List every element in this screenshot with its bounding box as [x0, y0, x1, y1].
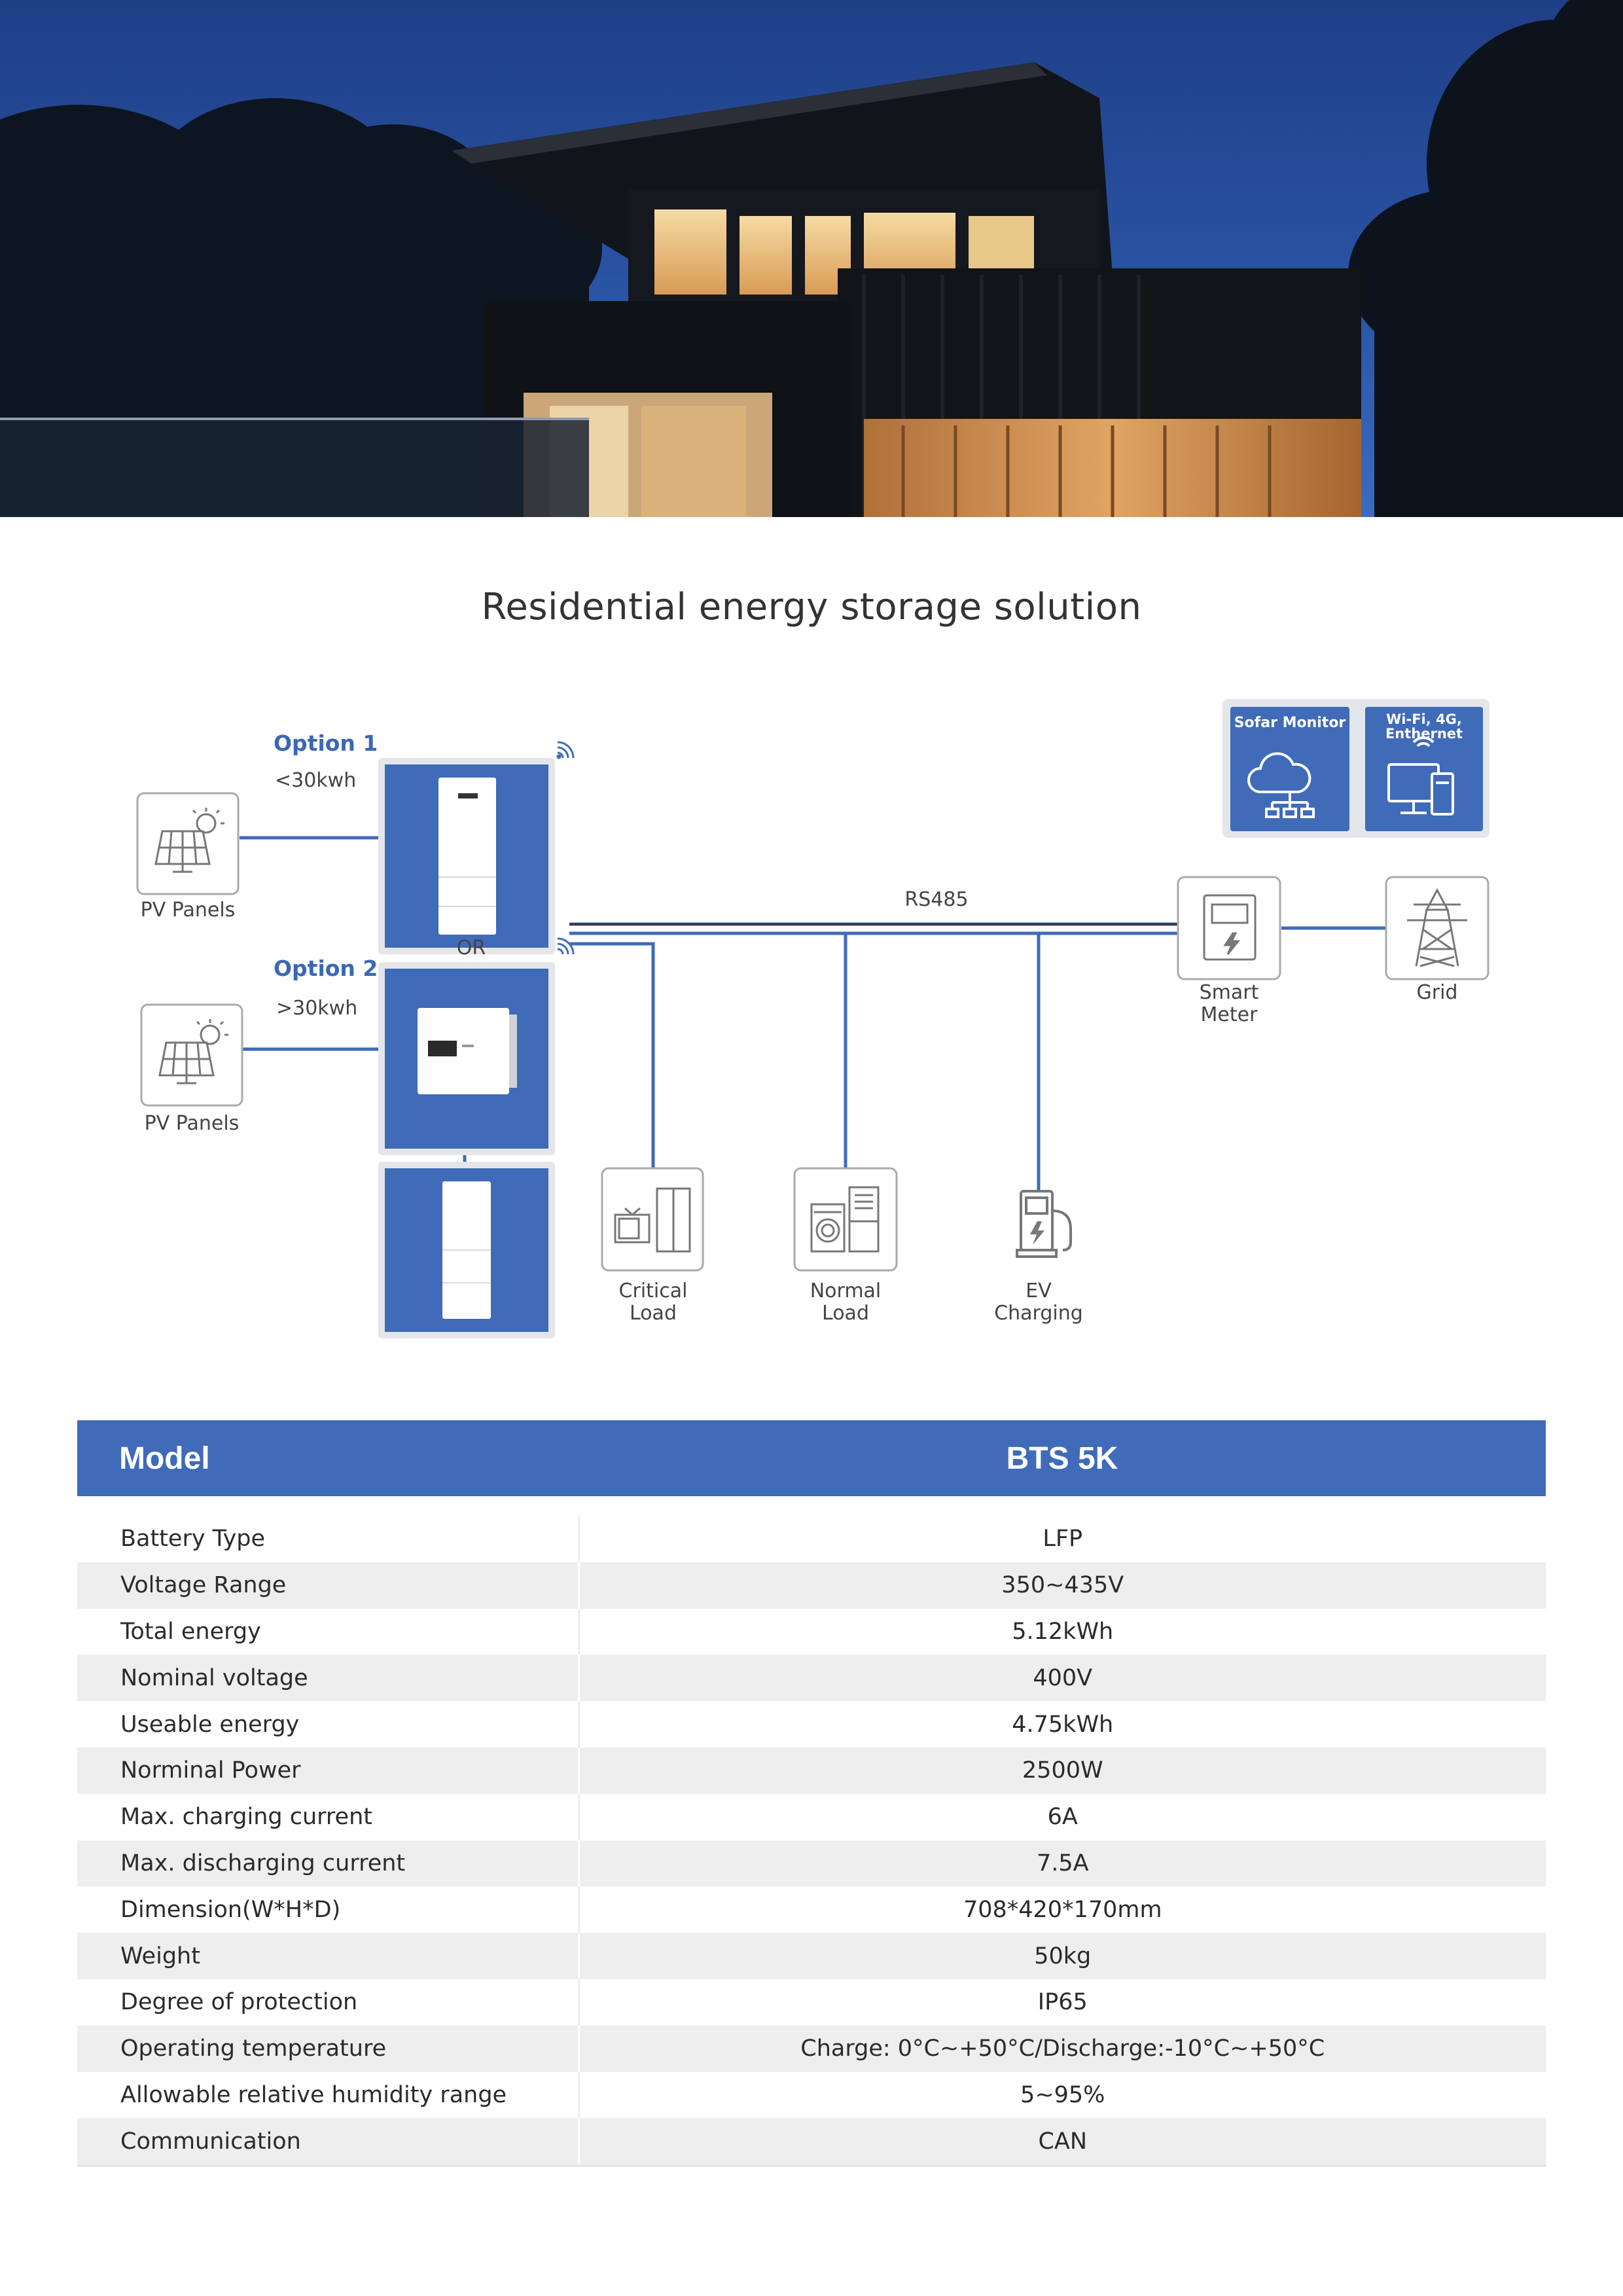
normal-load-line-2: Load — [822, 1302, 869, 1325]
table-row — [77, 1748, 1546, 1794]
or-label: OR — [456, 937, 486, 960]
spec-label: Dimension(W*H*D) — [77, 1886, 579, 1933]
sofar-monitor-label: Sofar Monitor — [1234, 715, 1346, 731]
connectivity-label — [1365, 712, 1483, 741]
critical-load-line-1: Critical — [618, 1280, 688, 1302]
option2-label: Option 2 — [274, 956, 378, 981]
connectivity-line-2: Enthernet — [1385, 726, 1463, 742]
smart-meter-label — [1171, 982, 1287, 1026]
option1-label: Option 1 — [274, 730, 378, 756]
spec-value: 400V — [579, 1655, 1546, 1701]
table-row — [77, 1886, 1546, 1933]
spec-table-header — [77, 1420, 1546, 1496]
spec-label: Total energy — [77, 1609, 579, 1655]
table-row — [77, 1840, 1546, 1887]
model-header: Model — [77, 1420, 579, 1496]
critical-load-icon — [602, 1168, 703, 1270]
spec-label: Communication — [77, 2118, 579, 2166]
smart-meter-line-1: Smart — [1199, 981, 1259, 1004]
spec-value: IP65 — [579, 1979, 1546, 2026]
spec-value: CAN — [579, 2118, 1546, 2166]
spec-label: Useable energy — [77, 1701, 579, 1748]
system-diagram — [0, 674, 1623, 1368]
normal-load-line-1: Normal — [810, 1280, 882, 1302]
table-row — [77, 2072, 1546, 2119]
spec-label: Max. discharging current — [77, 1840, 579, 1887]
spec-value: Charge: 0°C~+50°C/Discharge:-10°C~+50°C — [579, 2026, 1546, 2072]
smart-meter-line-2: Meter — [1200, 1003, 1258, 1026]
spec-label: Max. charging current — [77, 1794, 579, 1840]
spec-value: 4.75kWh — [579, 1701, 1546, 1748]
spec-value: 7.5A — [579, 1840, 1546, 1887]
connectivity-line-1: Wi-Fi, 4G, — [1386, 711, 1462, 727]
ev-charging-label — [981, 1280, 1096, 1325]
ev-charger-icon — [1017, 1191, 1071, 1257]
page-title: Residential energy storage solution — [481, 586, 1142, 628]
grid-tower-icon — [1386, 877, 1488, 979]
spec-label: Voltage Range — [77, 1562, 579, 1609]
wifi-icon — [558, 742, 573, 758]
spec-value: 2500W — [579, 1748, 1546, 1794]
spec-label: Allowable relative humidity range — [77, 2072, 579, 2119]
model-value-header: BTS 5K — [579, 1420, 1546, 1496]
option2-inverter-image — [378, 962, 555, 1155]
critical-line — [569, 944, 653, 1168]
spec-label: Operating temperature — [77, 2026, 579, 2072]
pv-panels-label-1: PV Panels — [140, 899, 236, 922]
spec-value: 6A — [579, 1794, 1546, 1840]
spec-value: 5~95% — [579, 2072, 1546, 2119]
table-row — [77, 1516, 1546, 1562]
spec-label: Degree of protection — [77, 1979, 579, 2026]
spec-value: 708*420*170mm — [579, 1886, 1546, 1933]
spec-label: Nominal voltage — [77, 1655, 579, 1701]
table-row — [77, 1562, 1546, 1609]
normal-load-icon — [794, 1168, 897, 1270]
normal-load-label — [788, 1280, 903, 1325]
battery-image — [378, 1162, 555, 1338]
table-row — [77, 1794, 1546, 1840]
rs485-label: RS485 — [904, 888, 969, 911]
spec-label: Norminal Power — [77, 1748, 579, 1794]
grid-label: Grid — [1416, 981, 1458, 1004]
table-row — [77, 2026, 1546, 2072]
option1-device-image — [378, 758, 555, 954]
table-row — [77, 2118, 1546, 2166]
ev-charging-line-2: Charging — [994, 1302, 1083, 1325]
spec-value: LFP — [579, 1516, 1546, 1562]
table-row — [77, 1933, 1546, 1979]
table-row — [77, 1609, 1546, 1655]
table-row — [77, 1701, 1546, 1748]
critical-load-label — [596, 1280, 711, 1325]
spec-label: Battery Type — [77, 1516, 579, 1562]
spec-value: 5.12kWh — [579, 1609, 1546, 1655]
option2-capacity: >30kwh — [276, 997, 358, 1020]
wifi-icon — [558, 939, 573, 954]
spec-label: Weight — [77, 1933, 579, 1979]
smart-meter-icon — [1178, 877, 1280, 979]
spec-table — [77, 1420, 1546, 2167]
option1-capacity: <30kwh — [275, 769, 357, 792]
critical-load-line-2: Load — [630, 1302, 677, 1325]
pv-panels-icon — [137, 793, 238, 894]
table-row — [77, 1979, 1546, 2026]
pv-panels-icon — [141, 1005, 242, 1105]
spec-value: 350~435V — [579, 1562, 1546, 1609]
ev-charging-line-1: EV — [1026, 1280, 1052, 1302]
hero-house-photo — [0, 0, 1623, 517]
table-row — [77, 1655, 1546, 1701]
pv-panels-label-2: PV Panels — [144, 1112, 240, 1135]
spec-value: 50kg — [579, 1933, 1546, 1979]
